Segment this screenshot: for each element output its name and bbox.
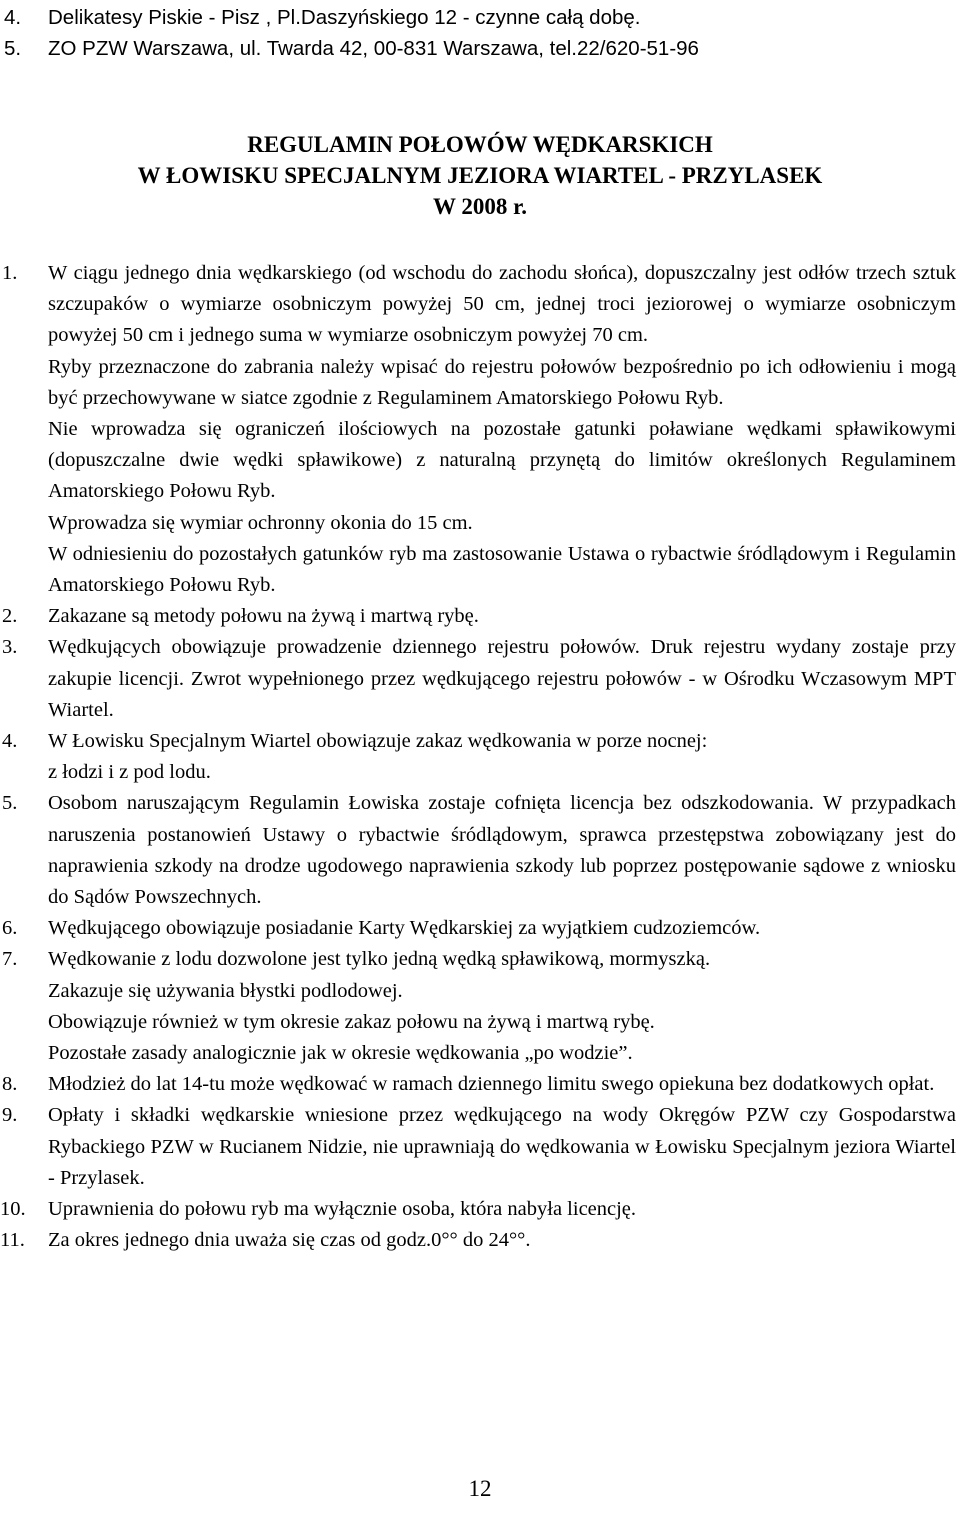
- rules-list: [0, 258, 960, 1257]
- rule-item-2: [0, 601, 960, 632]
- rule-item-3: [0, 632, 960, 726]
- rule-paragraph: Uprawnienia do połowu ryb ma wyłącznie osoba, która nabyła licencję.: [48, 1198, 637, 1221]
- rule-number: 1.: [2, 262, 18, 284]
- rule-number: 9.: [2, 1104, 18, 1127]
- rule-paragraph: Wędkujących obowiązuje prowadzenie dziennego rejestru połowów. Druk rejestru wydany zostaje przy zakupie licencji. Zwrot wypełnionego przez wędkującego rejestru połowów - w Ośrodku Wczasowym MPT Wiartel.: [48, 636, 956, 721]
- rule-number: 5.: [2, 792, 18, 815]
- rule-item-10: [0, 1194, 960, 1225]
- rule-number: 10.: [0, 1198, 26, 1221]
- rule-paragraph: Osobom naruszającym Regulamin Łowiska zostaje cofnięta licencja bez odszkodowania. W przypadkach naruszenia postanowień Ustawy o rybactwie śródlądowym, sprawca przestępstwa zobowiązany jest do naprawienia szkody na drodze ugodowego naprawienia szkody lub poprzez postępowanie sądowe z wniosku do Sądów Powszechnych.: [48, 792, 956, 909]
- document-title: [0, 129, 960, 222]
- rule-number: 2.: [2, 605, 18, 628]
- rule-item-5: [0, 788, 960, 913]
- list-item: [0, 2, 960, 33]
- rule-item-4: [0, 726, 960, 788]
- list-item: [0, 33, 960, 64]
- rule-number: 7.: [2, 948, 18, 971]
- rule-number: 3.: [2, 636, 18, 659]
- rule-item-6: [0, 913, 960, 944]
- rule-paragraph: z łodzi i z pod lodu.: [48, 761, 211, 784]
- page-number: 12: [468, 1476, 492, 1501]
- rule-paragraph: W odniesieniu do pozostałych gatunków ryb ma zastosowanie Ustawa o rybactwie śródlądowym i Regulamin Amatorskiego Połowu Ryb.: [48, 542, 956, 597]
- title-line: REGULAMIN POŁOWÓW WĘDKARSKICH: [247, 132, 713, 157]
- rule-paragraph: Obowiązuje również w tym okresie zakaz połowu na żywą i martwą rybę.: [48, 1010, 655, 1033]
- rule-number: 6.: [2, 917, 18, 940]
- list-item-number: 4.: [4, 6, 22, 29]
- rule-item-1: [0, 258, 960, 601]
- rule-number: 8.: [2, 1073, 18, 1096]
- list-item-text: Delikatesy Piskie - Pisz , Pl.Daszyńskiego 12 - czynne całą dobę.: [48, 6, 641, 29]
- rule-paragraph: W ciągu jednego dnia wędkarskiego (od wschodu do zachodu słońca), dopuszczalny jest odłów trzech sztuk szczupaków o wymiarze osobniczym powyżej 50 cm, jednej troci jeziorowej o wymiarze osobniczym powyżej 50 cm i jednego suma w wymiarze osobniczym powyżej 70 cm.: [48, 262, 956, 347]
- rule-item-9: [0, 1100, 960, 1194]
- rule-paragraph: Zakazuje się używania błystki podlodowej.: [48, 979, 403, 1002]
- page-footer: [0, 1474, 960, 1504]
- contact-list: [0, 2, 960, 64]
- rule-paragraph: Za okres jednego dnia uważa się czas od godz.0°° do 24°°.: [48, 1229, 531, 1252]
- rule-paragraph: Wędkującego obowiązuje posiadanie Karty Wędkarskiej za wyjątkiem cudzoziemców.: [48, 917, 761, 940]
- rule-number: 11.: [0, 1229, 25, 1252]
- rule-paragraph: Pozostałe zasady analogicznie jak w okresie wędkowania „po wodzie”.: [48, 1042, 633, 1065]
- rule-paragraph: Wędkowanie z lodu dozwolone jest tylko jedną wędką spławikową, mormyszką.: [48, 948, 711, 971]
- rule-paragraph: Ryby przeznaczone do zabrania należy wpisać do rejestru połowów bezpośrednio po ich odłowieniu i mogą być przechowywane w siatce zgodnie z Regulaminem Amatorskiego Połowu Ryb.: [48, 355, 956, 409]
- title-line: W 2008 r.: [433, 194, 527, 219]
- title-line: W ŁOWISKU SPECJALNYM JEZIORA WIARTEL - PRZYLASEK: [137, 163, 823, 188]
- rule-paragraph: Wprowadza się wymiar ochronny okonia do 15 cm.: [48, 511, 473, 534]
- list-item-number: 5.: [4, 37, 22, 60]
- rule-item-8: [0, 1069, 960, 1100]
- rule-item-7: [0, 944, 960, 1069]
- rule-paragraph: W Łowisku Specjalnym Wiartel obowiązuje zakaz wędkowania w porze nocnej:: [48, 730, 708, 753]
- rule-paragraph: Zakazane są metody połowu na żywą i martwą rybę.: [48, 605, 479, 628]
- rule-number: 4.: [2, 730, 18, 753]
- list-item-text: ZO PZW Warszawa, ul. Twarda 42, 00-831 Warszawa, tel.22/620-51-96: [48, 37, 699, 60]
- rule-paragraph: Opłaty i składki wędkarskie wniesione przez wędkującego na wody Okręgów PZW czy Gospodarstwa Rybackiego PZW w Rucianem Nidzie, nie uprawniają do wędkowania w Łowisku Specjalnym jeziora Wiartel - Przylasek.: [48, 1104, 956, 1189]
- rule-item-11: [0, 1225, 960, 1256]
- rule-paragraph: Nie wprowadza się ograniczeń ilościowych na pozostałe gatunki poławiane wędkami spławikowymi (dopuszczalne dwie wędki spławikowe) z naturalną przynętą do limitów określonych Regulaminem Amatorskiego Połowu Ryb.: [48, 418, 956, 503]
- rule-paragraph: Młodzież do lat 14-tu może wędkować w ramach dziennego limitu swego opiekuna bez dodatkowych opłat.: [48, 1073, 935, 1096]
